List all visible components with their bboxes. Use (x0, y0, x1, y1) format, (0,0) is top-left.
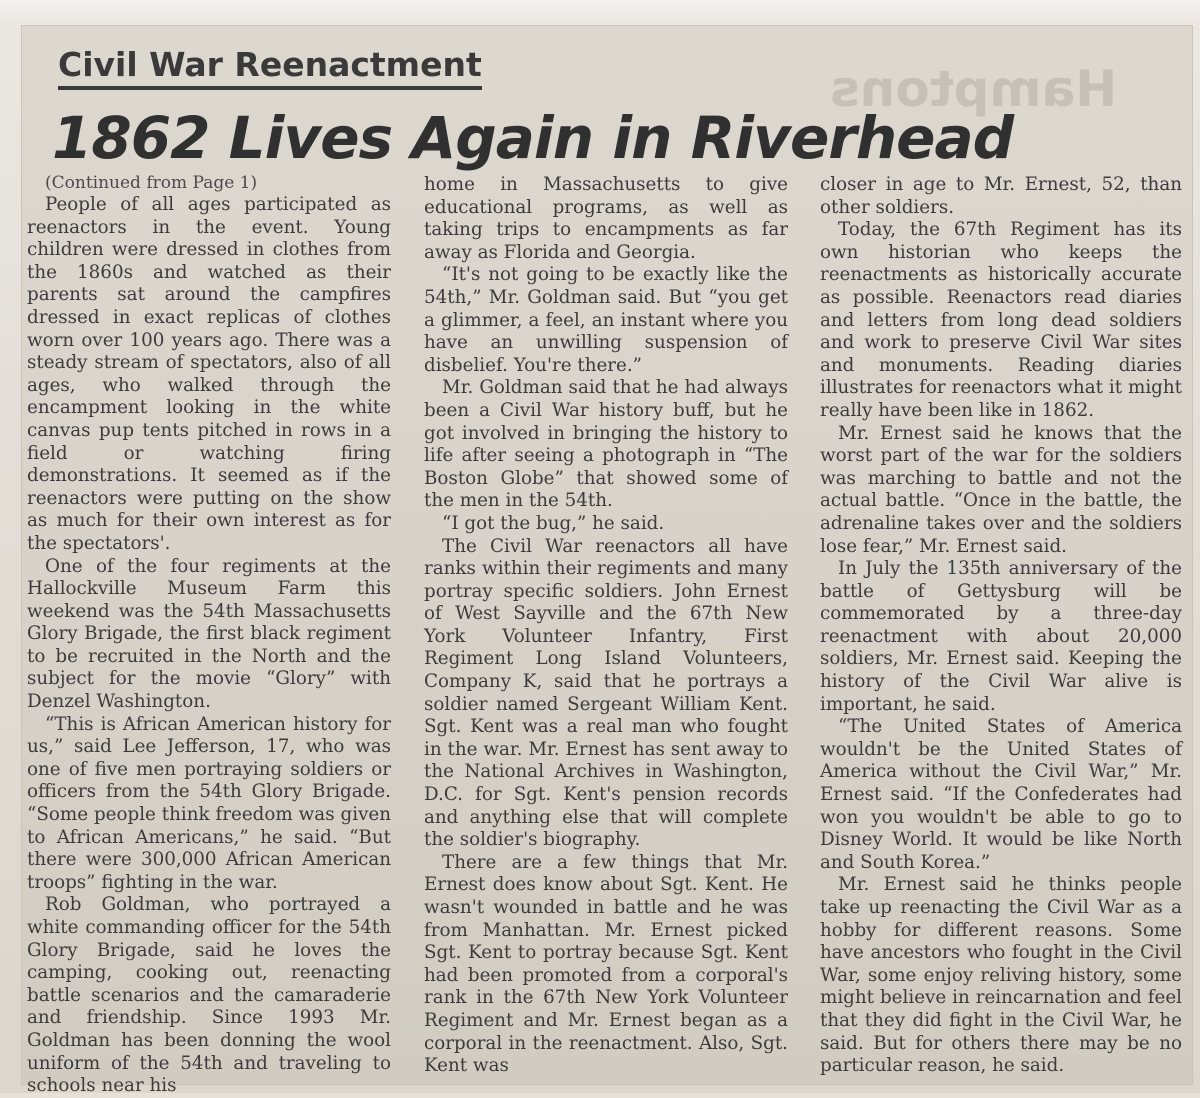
paragraph: The Civil War reenactors all have ranks within their regiments and many portray specific soldiers. John Ernest of West Sayville and the 67th New York Volunteer Infantry, First Regiment Long Island Volunteers, Company K, said that he portrays a soldier named Sergeant William Kent. Sgt. Kent was a real man who fought in the war. Mr. Ernest has sent away to the National Archives in Washington, D.C. for Sgt. Kent's pension records and anything else that will complete the soldier's biography. (424, 535, 788, 851)
article-column-3 (820, 174, 1182, 1078)
paragraph: People of all ages participated as reenactors in the event. Young children were dressed in clothes from the 1860s and watched as their parents sat around the campfires dressed in exact replicas of clothes worn over 100 years ago. There was a steady stream of spectators, also of all ages, who walked through the encampment looking in the white canvas pup tents pitched in rows in a field or watching firing demonstrations. It seemed as if the reenactors were putting on the show as much for their own interest as for the spectators'. (27, 194, 391, 554)
paragraph: “The United States of America wouldn't be the United States of America without the Civil War,” Mr. Ernest said. “If the Confederates had won you wouldn't be able to go to Disney World. It would be like North and South Korea.” (820, 716, 1182, 873)
paragraph: “I got the bug,” he said. (442, 512, 665, 534)
section-kicker: Civil War Reenactment (58, 45, 482, 90)
paragraph: “This is African American history for us,” said Lee Jefferson, 17, who was one of five men portraying soldiers or officers from the 54th Glory Brigade. “Some people think freedom was given to African Americans,” he said. “But there were 300,000 African American troops” fighting in the war. (27, 713, 391, 893)
continued-note: (Continued from Page 1) (45, 173, 258, 193)
article-headline: 1862 Lives Again in Riverhead (52, 104, 1014, 172)
paragraph: Today, the 67th Regiment has its own historian who keeps the reenactments as historically accurate as possible. Reenactors read diaries and letters from long dead soldiers and work to preserve Civil War sites and monuments. Reading diaries illustrates for reenactors what it might really have been like in 1862. (820, 219, 1182, 421)
paragraph: closer in age to Mr. Ernest, 52, than other soldiers. (820, 174, 1182, 218)
paragraph: home in Massachusetts to give educational programs, as well as taking trips to encampments as far away as Florida and Georgia. (424, 174, 788, 263)
paragraph: One of the four regiments at the Hallockville Museum Farm this weekend was the 54th Massachusetts Glory Brigade, the first black regiment to be recruited in the North and the subject for the movie “Glory” with Denzel Washington. (27, 555, 391, 713)
paragraph: Rob Goldman, who portrayed a white commanding officer for the 54th Glory Brigade, said he loves the camping, cooking out, reenacting battle scenarios and the camaraderie and friendship. Since 1993 Mr. Goldman has been donning the wool uniform of the 54th and traveling to schools near his (27, 894, 391, 1097)
bleed-through-text: Hamptons (830, 60, 1118, 118)
paragraph: Mr. Ernest said he knows that the worst part of the war for the soldiers was marching to battle and not the actual battle. “Once in the battle, the adrenaline takes over and the soldiers lose fear,” Mr. Ernest said. (820, 422, 1182, 557)
article-column-1 (27, 172, 391, 1098)
paragraph: Mr. Ernest said he thinks people take up reenacting the Civil War as a hobby for different reasons. Some have ancestors who fought in the Civil War, some enjoy reliving history, some might believe in reincarnation and feel that they did fight in the Civil War, he said. But for others there may be no particular reason, he said. (820, 874, 1182, 1077)
paragraph: Mr. Goldman said that he had always been a Civil War history buff, but he got involved in bringing the history to life after seeing a photograph in “The Boston Globe” that showed some of the men in the 54th. (424, 377, 788, 512)
paragraph: In July the 135th anniversary of the battle of Gettysburg will be commemorated by a three-day reenactment with about 20,000 soldiers, Mr. Ernest said. Keeping the history of the Civil War alive is important, he said. (820, 558, 1182, 715)
paragraph: There are a few things that Mr. Ernest does know about Sgt. Kent. He wasn't wounded in battle and he was from Manhattan. Mr. Ernest picked Sgt. Kent to portray because Sgt. Kent had been promoted from a corporal's rank in the 67th New York Volunteer Regiment and Mr. Ernest began as a corporal in the reenactment. Also, Sgt. Kent was (424, 851, 788, 1077)
paragraph: “It's not going to be exactly like the 54th,” Mr. Goldman said. But “you get a glimmer, a feel, an instant where you have an unwilling suspension of disbelief. You're there.” (424, 264, 788, 376)
article-column-2 (424, 174, 788, 1078)
